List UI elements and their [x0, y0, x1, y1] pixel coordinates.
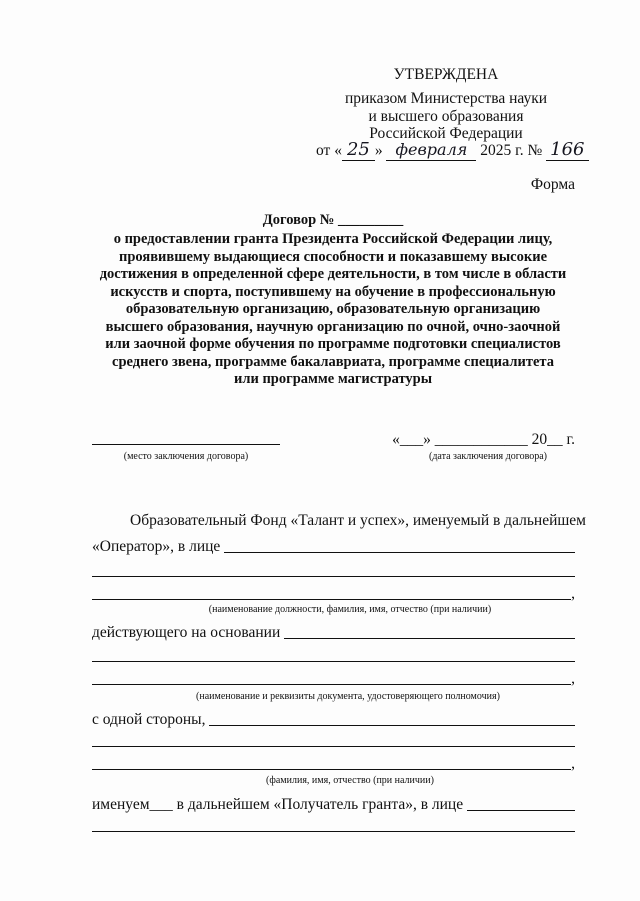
recipient-text: именуем___ в дальнейшем «Получатель гранта», в лице — [92, 796, 464, 813]
comma-row — [92, 754, 575, 774]
form-label: Форма — [530, 176, 575, 193]
operator-text: «Оператор», в лице — [92, 538, 221, 555]
contract-subject-line: высшего образования, научную организацию по очной, очно-заочной — [105, 318, 561, 335]
blank-line — [92, 815, 575, 832]
date-label: (дата заключения договора) — [429, 451, 547, 462]
contract-subject-line: достижения в определенной сфере деятельности, в том числе в области — [99, 266, 567, 282]
comma: , — [571, 670, 575, 687]
contract-subject — [83, 231, 583, 389]
approval-day-handwritten: 25 — [342, 140, 375, 161]
approval-line-1: приказом Министерства науки — [344, 90, 548, 107]
basis-blank — [284, 638, 575, 639]
date-blank-text: «___» ____________ 20__ г. — [392, 431, 575, 448]
place-blank — [92, 428, 280, 445]
contract-subject-line: искусств и спорта, поступившему на обучение в профессиональную — [110, 283, 556, 300]
comma: , — [571, 755, 575, 772]
contract-subject-line: проявившему выдающиеся способности и показавшему высокие — [118, 248, 548, 265]
approval-line-3: Российской Федерации — [369, 125, 523, 142]
contract-subject-line: или заочной форме обучения по программе подготовки специалистов — [105, 336, 561, 352]
side-blank — [209, 725, 575, 726]
blank-line — [92, 560, 575, 577]
recipient-row — [92, 795, 575, 815]
approval-date-prefix: от « — [316, 142, 342, 159]
contract-subject-line: образовательную организацию, образовательную организацию — [125, 301, 541, 317]
comma: , — [571, 585, 575, 602]
approval-month-handwritten: февраля — [386, 140, 476, 161]
blank-line — [92, 645, 575, 662]
document-label: (наименование и реквизиты документа, удостоверяющего полномочия) — [196, 691, 500, 702]
place-label: (место заключения договора) — [123, 451, 249, 462]
basis-text: действующего на основании — [92, 624, 281, 641]
side-row — [92, 710, 575, 730]
blank-line — [92, 599, 571, 600]
basis-row — [92, 623, 575, 643]
operator-representative-blank — [224, 552, 575, 553]
approval-date-mid: » — [374, 142, 383, 159]
approval-date-line — [316, 139, 585, 163]
contract-subject-line: о предоставлении гранта Президента Российской Федерации лицу, — [113, 231, 553, 247]
intro-text: Образовательный Фонд «Талант и успех», именуемый в дальнейшем — [130, 512, 586, 529]
approval-title: УТВЕРЖДЕНА — [393, 66, 499, 83]
position-label: (наименование должности, фамилия, имя, отчество (при наличии) — [208, 604, 492, 615]
comma-row — [92, 584, 575, 604]
side-text: с одной стороны, — [92, 711, 206, 728]
contract-subject-line: или программе магистратуры — [233, 371, 433, 387]
blank-line — [92, 684, 571, 685]
contract-heading: Договор № _________ — [262, 212, 404, 228]
recipient-representative-blank — [467, 810, 575, 811]
approval-year-text: 2025 г. № — [480, 142, 543, 159]
operator-row — [92, 537, 575, 557]
blank-line — [92, 730, 575, 747]
name-label: (фамилия, имя, отчество (при наличии) — [266, 775, 434, 786]
approval-number-handwritten: 166 — [546, 140, 588, 161]
approval-line-2: и высшего образования — [368, 108, 524, 125]
blank-line — [92, 769, 571, 770]
comma-row — [92, 669, 575, 689]
contract-subject-line: среднего звена, программе бакалавриата, программе специалитета — [112, 353, 554, 370]
